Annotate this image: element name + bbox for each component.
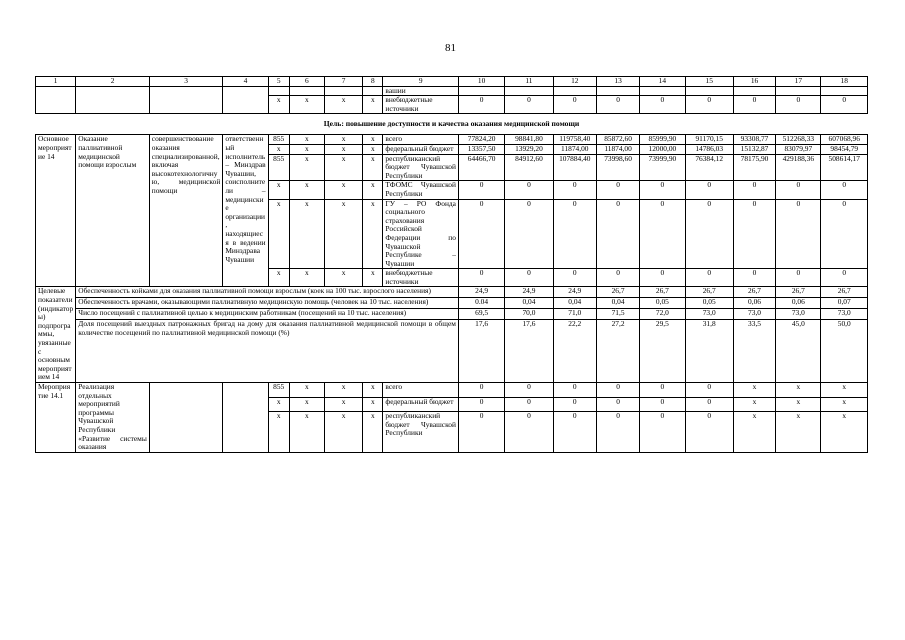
indicator-value: 0,05 [685, 298, 733, 309]
indicator-value: 69,5 [458, 309, 504, 320]
value-cell: 0 [553, 397, 596, 412]
source-cell: всего [383, 383, 459, 398]
goal-row [36, 114, 868, 135]
indicator-value: 50,0 [821, 320, 868, 383]
source-cell: ГУ – РО Фонда социального страхования Российской Федерации по Чувашской Республике – Чувашии [383, 199, 459, 269]
event-title: Реализация отдельных мероприятий программы Чувашской Республики «Развитие системы оказания [76, 383, 150, 453]
value-cell: 0 [458, 181, 504, 199]
value-cell: 0 [458, 96, 504, 114]
value-cell: 0 [596, 383, 639, 398]
code-cell: х [363, 144, 383, 154]
value-cell: 0 [776, 96, 821, 114]
value-cell: 0 [733, 96, 775, 114]
value-cell: 0 [553, 181, 596, 199]
event-effect: совершенствование оказания специализированной, включая высокотехнологичную, медицинской помощи [149, 135, 223, 287]
value-cell: 0 [640, 397, 685, 412]
value-cell: х [733, 383, 775, 398]
header-cell: 6 [289, 77, 324, 87]
value-cell: 0 [685, 397, 733, 412]
code-cell: х [268, 412, 289, 453]
source-cell: федеральный бюджет [383, 144, 459, 154]
value-cell: 0 [596, 199, 639, 269]
value-cell [733, 86, 775, 96]
header-cell: 13 [596, 77, 639, 87]
value-cell: х [821, 397, 868, 412]
indicator-value: 0.04 [458, 298, 504, 309]
indicator-value: 73,0 [685, 309, 733, 320]
code-cell: х [363, 135, 383, 145]
value-cell [596, 86, 639, 96]
indicator-value: 73,0 [776, 309, 821, 320]
code-cell: х [325, 181, 363, 199]
code-cell: 855 [268, 154, 289, 181]
value-cell: 73999,90 [640, 154, 685, 181]
value-cell: 429188,36 [776, 154, 821, 181]
value-cell: 98841,80 [505, 135, 553, 145]
code-cell: х [325, 383, 363, 398]
indicator-value: 24,9 [553, 287, 596, 298]
code-cell: х [325, 199, 363, 269]
value-cell: 107884,40 [553, 154, 596, 181]
value-cell: 0 [640, 383, 685, 398]
empty-cell [223, 86, 268, 96]
value-cell: 93308,77 [733, 135, 775, 145]
value-cell: 85872,60 [596, 135, 639, 145]
indicator-value: 29,5 [640, 320, 685, 383]
code-cell: х [289, 135, 324, 145]
code-cell: х [289, 383, 324, 398]
value-cell: 0 [821, 199, 868, 269]
code-cell: х [289, 96, 324, 114]
value-cell: 0 [553, 269, 596, 287]
value-cell: 0 [640, 269, 685, 287]
value-cell: 0 [685, 96, 733, 114]
value-cell: 11874,00 [553, 144, 596, 154]
indicator-value: 26,7 [733, 287, 775, 298]
code-cell: х [268, 269, 289, 287]
indicator-value: 0,04 [505, 298, 553, 309]
header-cell: 14 [640, 77, 685, 87]
header-cell: 11 [505, 77, 553, 87]
indicator-value: 33,5 [733, 320, 775, 383]
value-cell: 78175,90 [733, 154, 775, 181]
empty-cell [149, 383, 223, 453]
value-cell: 0 [776, 269, 821, 287]
value-cell: 15132,87 [733, 144, 775, 154]
header-cell: 15 [685, 77, 733, 87]
source-cell: федеральный бюджет [383, 397, 459, 412]
code-cell: х [289, 412, 324, 453]
indicator-value: 31,8 [685, 320, 733, 383]
indicator-name: Обеспеченность койками для оказания паллиативной помощи взрослым (коек на 100 тыс. взрослого населения) [76, 287, 459, 298]
value-cell: 0 [505, 412, 553, 453]
indicator-value: 70,0 [505, 309, 553, 320]
table-row [36, 135, 868, 145]
header-cell: 8 [363, 77, 383, 87]
code-cell: х [363, 412, 383, 453]
value-cell: х [776, 383, 821, 398]
value-cell: 12000,00 [640, 144, 685, 154]
indicator-row [36, 287, 868, 298]
value-cell: 0 [821, 96, 868, 114]
page-number: 81 [445, 42, 456, 54]
header-cell: 17 [776, 77, 821, 87]
code-cell: х [363, 397, 383, 412]
header-cell: 12 [553, 77, 596, 87]
value-cell: х [776, 397, 821, 412]
value-cell: 0 [640, 96, 685, 114]
value-cell: 91170,15 [685, 135, 733, 145]
event-responsible: ответственный исполнитель – Минздрав Чувашии, соисполнители – медицинские организации, находящиеся в ведении Минздрава Чувашии [223, 135, 268, 287]
value-cell: 0 [685, 181, 733, 199]
event-name: Мероприятие 14.1 [36, 383, 76, 453]
source-cell: вашии [383, 86, 459, 96]
indicator-value: 73,0 [821, 309, 868, 320]
header-cell: 18 [821, 77, 868, 87]
code-cell: х [363, 269, 383, 287]
value-cell [776, 86, 821, 96]
indicator-value: 26,7 [640, 287, 685, 298]
value-cell: 0 [776, 199, 821, 269]
code-cell: х [325, 412, 363, 453]
code-cell: х [289, 397, 324, 412]
indicator-value: 27,2 [596, 320, 639, 383]
header-cell: 7 [325, 77, 363, 87]
value-cell: 73998,60 [596, 154, 639, 181]
value-cell: 0 [596, 397, 639, 412]
value-cell: 77824,20 [458, 135, 504, 145]
value-cell: 0 [596, 96, 639, 114]
header-cell: 10 [458, 77, 504, 87]
value-cell: 0 [505, 181, 553, 199]
event-title: Оказание паллиативной медицинской помощи взрослым [76, 135, 150, 287]
value-cell: х [776, 412, 821, 453]
code-cell: х [268, 199, 289, 269]
value-cell: 83079,97 [776, 144, 821, 154]
value-cell: 64466,70 [458, 154, 504, 181]
value-cell: 0 [505, 96, 553, 114]
header-row [36, 77, 868, 87]
value-cell: 0 [733, 269, 775, 287]
indicator-value: 0,04 [596, 298, 639, 309]
value-cell: 0 [776, 181, 821, 199]
program-table [35, 76, 868, 453]
value-cell: 0 [640, 181, 685, 199]
table-row [36, 383, 868, 398]
indicator-value: 17,6 [458, 320, 504, 383]
indicator-row [36, 298, 868, 309]
code-cell: х [363, 181, 383, 199]
value-cell: 0 [458, 269, 504, 287]
value-cell [821, 86, 868, 96]
indicator-value: 0,04 [553, 298, 596, 309]
source-cell: республиканский бюджет Чувашской Республики [383, 154, 459, 181]
value-cell: 508614,17 [821, 154, 868, 181]
empty-cell [149, 86, 223, 96]
empty-cell [223, 383, 268, 453]
indicator-name: Число посещений с паллиативной целью к медицинским работникам (посещений на 10 тыс. населения) [76, 309, 459, 320]
header-cell: 2 [76, 77, 150, 87]
code-cell [325, 86, 363, 96]
value-cell: 0 [458, 412, 504, 453]
code-cell: х [289, 154, 324, 181]
indicator-value: 26,7 [685, 287, 733, 298]
event-name: Основное мероприятие 14 [36, 135, 76, 287]
value-cell: 14786,03 [685, 144, 733, 154]
code-cell: х [268, 397, 289, 412]
indicator-value: 22,2 [553, 320, 596, 383]
indicator-value: 71,5 [596, 309, 639, 320]
indicator-value: 0,06 [776, 298, 821, 309]
table-row [36, 86, 868, 96]
indicator-row [36, 309, 868, 320]
code-cell: х [268, 144, 289, 154]
value-cell: 0 [458, 199, 504, 269]
code-cell: х [325, 144, 363, 154]
value-cell: х [733, 412, 775, 453]
code-cell [268, 86, 289, 96]
code-cell: х [325, 397, 363, 412]
code-cell: 855 [268, 383, 289, 398]
value-cell: 0 [553, 412, 596, 453]
value-cell: 0 [458, 383, 504, 398]
header-cell: 5 [268, 77, 289, 87]
code-cell: х [363, 383, 383, 398]
code-cell: х [325, 154, 363, 181]
indicator-value: 26,7 [776, 287, 821, 298]
value-cell: 0 [505, 397, 553, 412]
value-cell: 0 [821, 181, 868, 199]
indicator-value: 26,7 [596, 287, 639, 298]
code-cell: х [363, 96, 383, 114]
code-cell: х [363, 199, 383, 269]
value-cell: 0 [733, 199, 775, 269]
header-cell: 4 [223, 77, 268, 87]
indicator-value: 0,06 [733, 298, 775, 309]
value-cell: 0 [553, 96, 596, 114]
indicator-value: 73,0 [733, 309, 775, 320]
source-cell: ТФОМС Чувашской Республики [383, 181, 459, 199]
value-cell: 85999,90 [640, 135, 685, 145]
value-cell: 607068,96 [821, 135, 868, 145]
code-cell: х [325, 96, 363, 114]
indicator-row [36, 320, 868, 383]
value-cell: 0 [640, 412, 685, 453]
indicator-name: Обеспеченность врачами, оказывающими паллиативную медицинскую помощь (человек на 10 тыс. населения) [76, 298, 459, 309]
source-cell: всего [383, 135, 459, 145]
empty-cell [76, 96, 150, 114]
header-cell: 3 [149, 77, 223, 87]
header-cell: 1 [36, 77, 76, 87]
indicator-value: 24,9 [505, 287, 553, 298]
indicator-value: 26,7 [821, 287, 868, 298]
value-cell: 512268,33 [776, 135, 821, 145]
value-cell: х [733, 397, 775, 412]
value-cell: 0 [596, 412, 639, 453]
value-cell: 11874,00 [596, 144, 639, 154]
value-cell [640, 86, 685, 96]
empty-cell [223, 96, 268, 114]
value-cell: 0 [685, 412, 733, 453]
code-cell: х [289, 181, 324, 199]
code-cell: х [268, 96, 289, 114]
code-cell [363, 86, 383, 96]
code-cell: х [289, 144, 324, 154]
value-cell: 0 [553, 199, 596, 269]
value-cell: 119758,40 [553, 135, 596, 145]
code-cell: х [289, 269, 324, 287]
value-cell: 0 [685, 199, 733, 269]
value-cell [685, 86, 733, 96]
source-cell: внебюджетные источники [383, 96, 459, 114]
code-cell: х [289, 199, 324, 269]
value-cell: 84912,60 [505, 154, 553, 181]
value-cell: 0 [505, 383, 553, 398]
value-cell [553, 86, 596, 96]
value-cell: 0 [458, 397, 504, 412]
value-cell: 0 [596, 181, 639, 199]
indicator-value: 17,6 [505, 320, 553, 383]
indicator-value: 71,0 [553, 309, 596, 320]
indicator-value: 24,9 [458, 287, 504, 298]
value-cell: 0 [821, 269, 868, 287]
value-cell: 76384,12 [685, 154, 733, 181]
value-cell: 98454,79 [821, 144, 868, 154]
value-cell [505, 86, 553, 96]
indicators-label: Целевые показатели (индикаторы) подпрограммы, увязанные с основным мероприятием 14 [36, 287, 76, 383]
indicator-value: 0,07 [821, 298, 868, 309]
value-cell: 0 [733, 181, 775, 199]
empty-cell [149, 96, 223, 114]
value-cell: 13357,50 [458, 144, 504, 154]
value-cell: 0 [553, 383, 596, 398]
goal-text: Цель: повышение доступности и качества оказания медицинской помощи [323, 119, 580, 129]
value-cell: х [821, 383, 868, 398]
code-cell: х [325, 135, 363, 145]
value-cell [458, 86, 504, 96]
value-cell: 0 [685, 269, 733, 287]
empty-cell [36, 86, 76, 96]
value-cell: 0 [505, 199, 553, 269]
code-cell: х [363, 154, 383, 181]
code-cell: 855 [268, 135, 289, 145]
value-cell: 0 [640, 199, 685, 269]
code-cell: х [325, 269, 363, 287]
source-cell: внебюджетные источники [383, 269, 459, 287]
indicator-value: 72,0 [640, 309, 685, 320]
empty-cell [36, 96, 76, 114]
indicator-value: 45,0 [776, 320, 821, 383]
code-cell [289, 86, 324, 96]
value-cell: 0 [596, 269, 639, 287]
empty-cell [76, 86, 150, 96]
value-cell: 13929,20 [505, 144, 553, 154]
indicator-name: Доля посещений выездных патронажных бригад на дому для оказания паллиативной медицинской помощи в общем количестве посещений по паллиативной медицинской помощи (%) [76, 320, 459, 383]
value-cell: х [821, 412, 868, 453]
header-cell: 16 [733, 77, 775, 87]
code-cell: х [268, 181, 289, 199]
header-cell: 9 [383, 77, 459, 87]
indicator-value: 0,05 [640, 298, 685, 309]
value-cell: 0 [685, 383, 733, 398]
value-cell: 0 [505, 269, 553, 287]
source-cell: республиканский бюджет Чувашской Республики [383, 412, 459, 453]
table-row [36, 96, 868, 114]
